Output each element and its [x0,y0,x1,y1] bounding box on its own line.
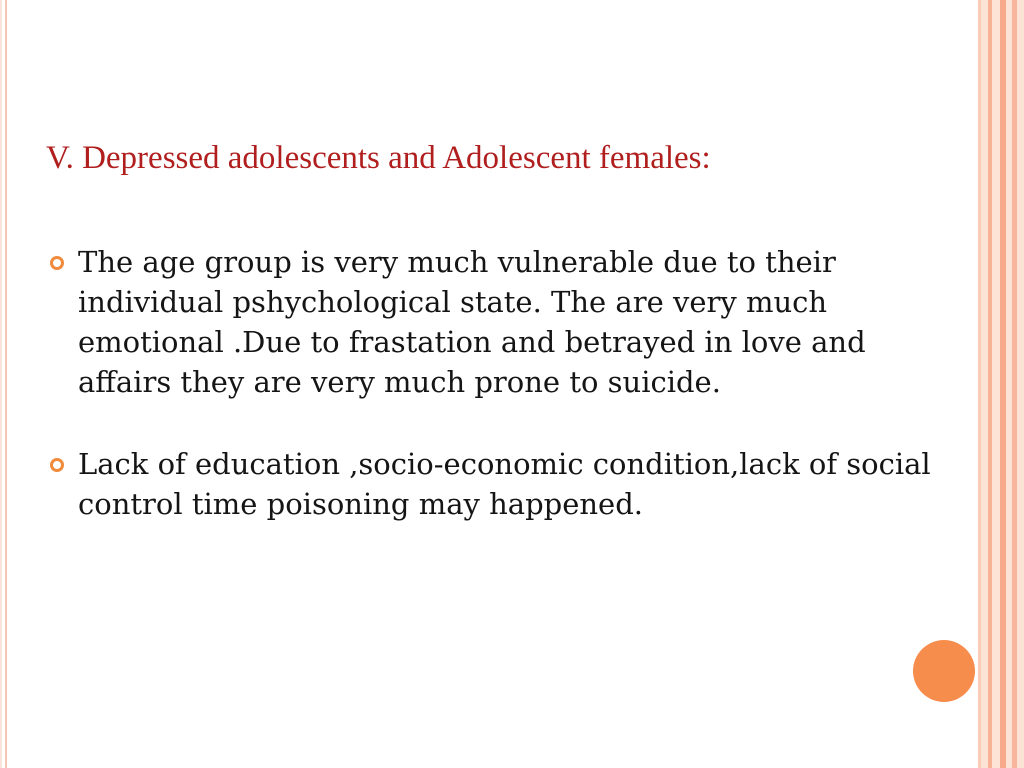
bullet-text: The age group is very much vulnerable due to their individual pshychological state. The are very much emotional .Due to frastation and betrayed in love and affairs they are very much prone to suicide. [78,245,866,399]
right-band-line [988,0,992,768]
accent-circle-decoration [913,640,975,702]
left-border-line [0,0,2,768]
bullet-item [46,242,946,402]
bullet-item [46,444,946,524]
left-border-stripe [5,0,7,768]
right-band-line [1012,0,1017,768]
bullet-circle-icon [50,256,64,270]
bullet-list [46,242,946,524]
right-band-line [1000,0,1006,768]
slide-title: V. Depressed adolescents and Adolescent females: [46,140,711,176]
right-band-line [978,0,981,768]
bullet-text: Lack of education ,socio-economic condition,lack of social control time poisoning may happened. [78,447,931,521]
bullet-circle-icon [50,458,64,472]
